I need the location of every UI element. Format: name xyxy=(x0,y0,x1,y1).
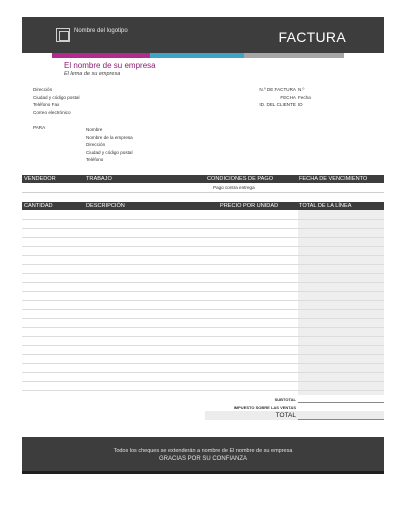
table-row xyxy=(22,282,384,283)
invoice-number-value: N.º xyxy=(298,87,305,92)
column-header: VENDEDOR xyxy=(24,176,56,182)
customer-id-value: ID xyxy=(298,102,303,107)
column-header: PRECIO POR UNIDAD xyxy=(220,203,279,209)
table-row xyxy=(22,228,384,229)
date-label: FECHA xyxy=(280,94,296,100)
column-header: TRABAJO xyxy=(86,176,112,182)
checks-payable-note: Todos los cheques se extenderán a nombre de El nombre de su empresa xyxy=(113,448,293,454)
table-row xyxy=(22,345,384,346)
sender-address xyxy=(33,86,79,116)
subtotal-label: SUBTOTAL xyxy=(274,397,296,402)
accent-bar-gray xyxy=(244,53,344,58)
column-header: CONDICIONES DE PAGO xyxy=(207,176,274,182)
payment-terms-value: Pago contra entrega xyxy=(213,185,255,190)
table-row xyxy=(22,219,384,220)
table-row xyxy=(22,237,384,238)
table-row xyxy=(22,381,384,382)
column-header: TOTAL DE LA LÍNEA xyxy=(299,203,352,209)
bill-to-line: Nombre xyxy=(86,127,103,132)
address-line: Teléfono Fax xyxy=(33,102,60,107)
sales-tax-label: IMPUESTO SOBRE LAS VENTAS xyxy=(233,405,296,410)
bill-to-line: Nombre de la empresa xyxy=(86,134,133,140)
address-line: Dirección xyxy=(33,87,53,92)
invoice-meta-labels xyxy=(256,86,296,109)
accent-bar-blue xyxy=(150,53,244,58)
table-row xyxy=(22,309,384,310)
table-row xyxy=(22,255,384,256)
terms-table-header xyxy=(22,175,384,183)
accent-bar-magenta xyxy=(52,53,150,58)
invoice-footer xyxy=(22,437,384,474)
date-value: Fecha xyxy=(298,94,311,100)
subtotal-value-line xyxy=(298,402,384,403)
table-row xyxy=(22,372,384,373)
address-line: Ciudad y código postal xyxy=(33,94,80,100)
table-row xyxy=(22,291,384,292)
table-row xyxy=(22,300,384,301)
table-row xyxy=(22,264,384,265)
bill-to-line: Teléfono xyxy=(86,157,104,162)
table-row xyxy=(22,327,384,328)
column-header: CANTIDAD xyxy=(24,203,53,209)
table-divider xyxy=(22,192,384,193)
bill-to-line: Ciudad y código postal xyxy=(86,149,133,155)
bill-to-line: Dirección xyxy=(86,142,106,147)
items-table-body xyxy=(22,210,384,395)
table-row xyxy=(22,318,384,319)
total-label: TOTAL xyxy=(275,412,296,419)
table-row xyxy=(22,273,384,274)
table-row xyxy=(22,390,384,391)
column-header: FECHA DE VENCIMIENTO xyxy=(299,176,368,182)
table-row xyxy=(22,246,384,247)
invoice-meta-values xyxy=(298,86,311,109)
company-slogan: El lema de su empresa xyxy=(64,71,121,77)
bill-to-block xyxy=(86,126,133,164)
column-header: DESCRIPCIÓN xyxy=(86,203,125,209)
thank-you-note: GRACIAS POR SU CONFIANZA xyxy=(158,456,247,462)
invoice-number-label: N.º DE FACTURA xyxy=(259,87,296,92)
total-value-line xyxy=(298,419,384,420)
bill-to-label: PARA xyxy=(33,125,46,130)
customer-id-label: ID. DEL CLIENTE xyxy=(259,102,296,107)
table-row xyxy=(22,354,384,355)
logo-icon xyxy=(56,28,70,42)
items-table-header xyxy=(22,202,384,210)
table-row xyxy=(22,336,384,337)
company-name: El nombre de su empresa xyxy=(64,61,156,70)
logo-text: Nombre del logotipo xyxy=(74,28,128,34)
invoice-header xyxy=(22,17,384,53)
invoice-title: FACTURA xyxy=(278,29,346,45)
address-line: Correo electrónico xyxy=(33,109,71,115)
table-row xyxy=(22,363,384,364)
